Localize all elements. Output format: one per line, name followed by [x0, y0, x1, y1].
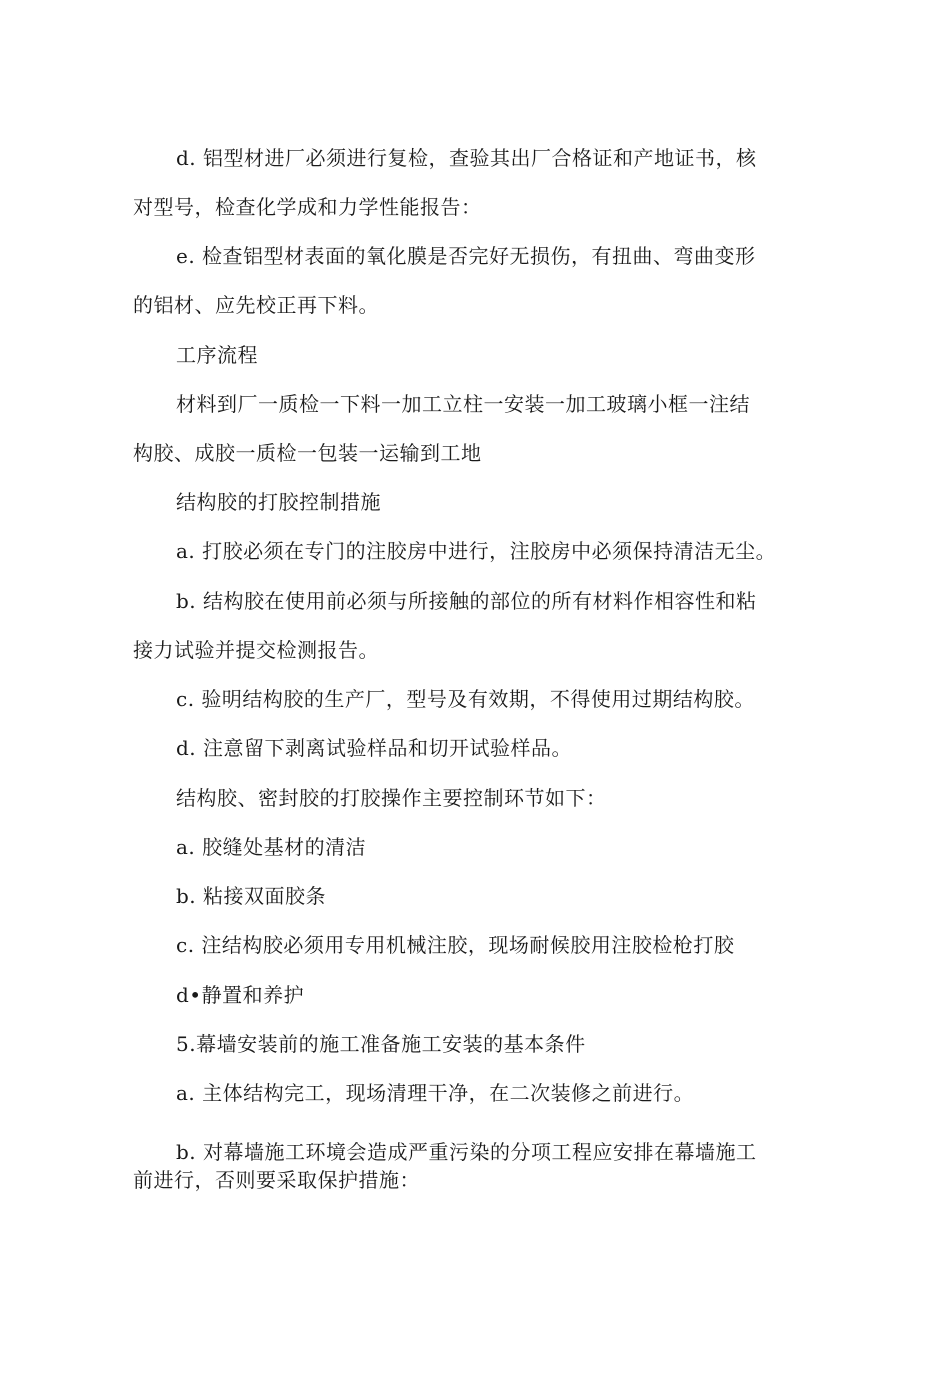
paragraph-line: a. 打胶必须在专门的注胶房中进行，注胶房中必须保持清洁无尘。: [176, 539, 777, 563]
paragraph-line: 构胶、成胶一质检一包装一运输到工地: [133, 441, 482, 465]
paragraph-line: d. 铝型材进厂必须进行复检，查验其出厂合格证和产地证书，核: [176, 146, 757, 170]
section-heading: 工序流程: [176, 343, 258, 367]
paragraph-line: d•静置和养护: [176, 983, 305, 1007]
paragraph-line: 对型号，检查化学成和力学性能报告：: [133, 195, 482, 219]
section-heading: 结构胶的打胶控制措施: [176, 490, 381, 514]
section-heading: 5.幕墙安装前的施工准备施工安装的基本条件: [176, 1032, 586, 1056]
paragraph-line: b. 粘接双面胶条: [176, 884, 327, 908]
paragraph-line: 材料到厂一质检一下料一加工立柱一安装一加工玻璃小框一注结: [176, 392, 750, 416]
paragraph-line: b. 结构胶在使用前必须与所接触的部位的所有材料作相容性和粘: [176, 589, 757, 613]
paragraph-line: 接力试验并提交检测报告。: [133, 638, 379, 662]
section-heading: 结构胶、密封胶的打胶操作主要控制环节如下：: [176, 786, 607, 810]
paragraph-line: a. 胶缝处基材的清洁: [176, 835, 367, 859]
paragraph-line: 前进行，否则要采取保护措施：: [133, 1168, 420, 1192]
paragraph-line: c. 注结构胶必须用专用机械注胶，现场耐候胶用注胶检枪打胶: [176, 933, 735, 957]
paragraph-line: 的铝材、应先校正再下料。: [133, 293, 379, 317]
paragraph-line: a. 主体结构完工，现场清理干净，在二次装修之前进行。: [176, 1081, 695, 1105]
paragraph-line: c. 验明结构胶的生产厂，型号及有效期，不得使用过期结构胶。: [176, 687, 755, 711]
paragraph-line: d. 注意留下剥离试验样品和切开试验样品。: [176, 736, 573, 760]
paragraph-line: b. 对幕墙施工环境会造成严重污染的分项工程应安排在幕墙施工: [176, 1140, 757, 1164]
paragraph-line: e. 检查铝型材表面的氧化膜是否完好无损伤，有扭曲、弯曲变形: [176, 244, 756, 268]
